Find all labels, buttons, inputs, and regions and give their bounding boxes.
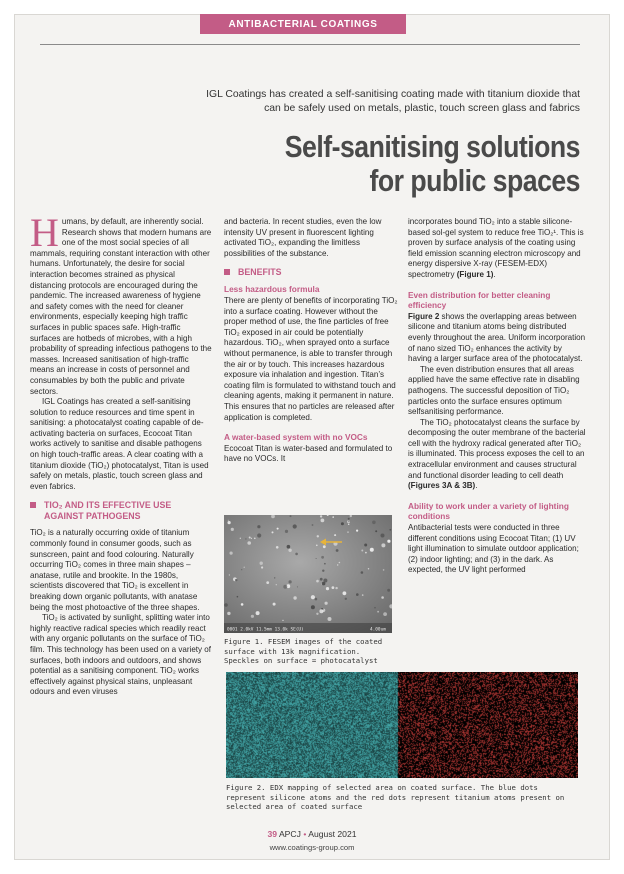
paragraph: Antibacterial tests were conducted in three different conditions using Ecocoat Titan; (1) UV light illumination to simulate outdoor application; (2) indoor lighting; and (3) in the dark. As expected, the UV light performed: [408, 523, 579, 575]
square-bullet-icon: [30, 502, 36, 508]
issue-date: August 2021: [308, 829, 357, 839]
section-heading-tio2: [30, 500, 212, 522]
paragraph-text: The TiO₂ photocatalyst cleans the surface by decomposing the outer membrane of the bacterial cell with the hydroxy radical generated after TiO₂ is illuminated. This process exposes the cell to an extracellular environment and causes structural and functional disorder leading to cell death: [408, 417, 586, 480]
paragraph-text: incorporates bound TiO₂ into a stable silicone-based sol-gel system to reduce free TiO₂¹. This is proven by surface analysis of the coating using field emission scanning electron microscopy and energy dispersive X-ray (FESEM-EDX) spectrometry: [408, 217, 584, 279]
page-number: 39: [267, 829, 278, 839]
footer-url[interactable]: www.coatings-group.com: [269, 843, 355, 852]
section-rule: [40, 44, 580, 45]
standfirst: IGL Coatings has created a self-sanitising coating made with titanium dioxide that can be safely used on metals, plastic, touch screen glass and fabrics: [206, 89, 580, 114]
headline-line-2: for public spaces: [369, 163, 580, 198]
sem-scale-label: 4.00um: [370, 627, 386, 633]
separator: •: [303, 829, 307, 839]
column-1: [30, 210, 212, 698]
headline-line-1: Self-sanitising solutions: [284, 129, 580, 164]
drop-cap: H: [30, 210, 59, 255]
paragraph-text: shows the overlapping areas between silicone and titanium atoms being distributed evenly throughout the area. Uniform incorporation of nano sized TiO₂ enhances the activity by having a larger surface area of the photocatalyst.: [408, 311, 586, 364]
figure-reference: (Figures 3A & 3B): [408, 481, 476, 491]
paragraph: [408, 418, 586, 492]
figure-reference: Figure 2: [408, 311, 440, 321]
subheading: Even distribution for better cleaning efficiency: [408, 289, 551, 311]
paragraph: [408, 217, 586, 281]
column-3: [408, 217, 586, 576]
sem-info-bar: 0001 2.0kV 11.5mm 13.0k SE(U): [227, 627, 304, 633]
section-heading-text: TIO₂ AND ITS EFFECTIVE USE AGAINST PATHOGENS: [44, 500, 172, 522]
paragraph-text: .: [493, 269, 496, 279]
page-footer: [0, 829, 624, 839]
paragraph: The even distribution ensures that all areas applied have the same effective rate in disabling pathogens. The successful deposition of TiO₂ particles onto the surface ensures optimum selfsanitising performance.: [408, 364, 580, 417]
paragraph: Ecocoat Titan is water-based and formulated to have no VOCs. It: [224, 443, 393, 464]
section-heading-benefits: [224, 267, 398, 278]
paragraph: There are plenty of benefits of incorporating TiO₂ into a surface coating. However without the proper method of use, the fine particles of free TiO₂ exposed in air could be potentially hazardous. TiO₂, when sprayed onto a surface without permanence, is able to transfer through the air or by touch. This increases hazardous exposure via inhalation and ingestion. Titan’s coating film is formulated to withstand touch and cleaning agents, making it permanent in nature. This ensures that no particles are released after application is completed.: [224, 295, 398, 422]
paragraph: and bacteria. In recent studies, even the low intensity UV present in fluorescent lighting activated TiO₂, expanding the limitless possibilities of the substance.: [224, 217, 382, 258]
paragraph: [408, 312, 586, 365]
paragraph: TiO₂ is activated by sunlight, splitting water into highly reactive radical species which readily react with any organic pollutants on the surface of TiO₂ film. This technology has been used on a variety of surfaces, both indoors and outdoors, and shows potential as a sanitising component. TiO₂ works effectively against physical stains, unpleasant odours and even viruses: [30, 613, 212, 697]
figure-1-caption: Figure 1. FESEM images of the coated surface with 13k magnification. Speckles on surface = photocatalyst: [224, 637, 383, 666]
subheading: A water-based system with no VOCs: [224, 432, 368, 443]
paragraph: IGL Coatings has created a self-sanitising solution to reduce resources and time spent in sanitising: a photocatalyst coating capable of de-activating bacteria on surfaces, Ecocoat Titan works actively to sanitise and disable pathogens on high touch-traffic areas. A clear coating with a titanium dioxide (TiO₂) photocatalyst, Titan is used safely on metals, plastic, touch screen glass and even fabrics.: [30, 397, 209, 491]
figure-reference: (Figure 1): [456, 269, 494, 279]
paragraph-text: .: [475, 481, 478, 491]
subheading: Less hazardous formula: [224, 284, 320, 295]
headline: [202, 130, 580, 198]
fesem-micrograph: [224, 515, 392, 633]
figure-2-caption: Figure 2. EDX mapping of selected area on coated surface. The blue dots represent silicone atoms and the red dots represent titanium atoms present on selected area of coated surface: [226, 783, 565, 812]
section-heading-text: BENEFITS: [238, 267, 282, 278]
magazine-name: APCJ: [278, 829, 301, 839]
section-tab: ANTIBACTERIAL COATINGS: [200, 14, 406, 34]
intro-text: umans, by default, are inherently social. Research shows that modern humans are one of the most social species of all mammals, requiring constant interaction with other humans. Unfortunately, the desire for social interaction becomes strained as physical distancing protocols are encouraged during the pandemic. The increased awareness of hygiene and safety comes with the need for cleaner environments, especially keeping high traffic surfaces in public spaces safe. High-traffic surfaces are hotbeds of microbes, with a high probability of spreading infectious pathogens to the masses. Increased sanitisation of high-traffic means an increase in costs of personnel and consumables by both the public and private sectors.: [30, 217, 212, 396]
edx-mapping-image: [226, 672, 578, 778]
subheading: Ability to work under a variety of lighting conditions: [408, 500, 569, 522]
intro-paragraph: [30, 210, 212, 397]
square-bullet-icon: [224, 269, 230, 275]
fesem-image: [224, 515, 392, 633]
column-2: [224, 217, 398, 465]
paragraph: TiO₂ is a naturally occurring oxide of titanium commonly found in consumer goods, such as sunscreen, paint and food colouring. Naturally occurring TiO₂ comes in three main shapes – anatase, rutile and brookite. In the 1980s, scientists discovered that TiO₂ is excellent in breaking down organic pollutants, with anatase being the most photoactive of the three shapes.: [30, 528, 200, 612]
edx-map: [226, 672, 578, 778]
